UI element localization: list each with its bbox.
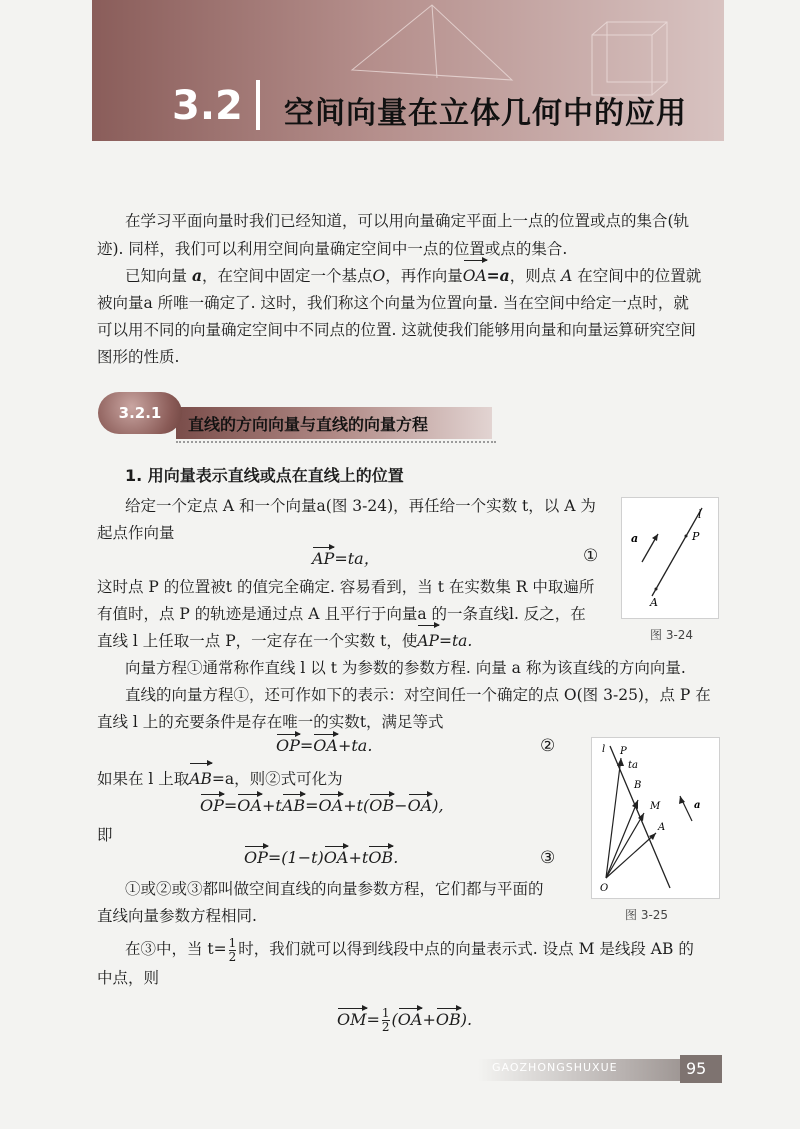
body-line: 直线的向量方程①，还可作如下的表示：对空间任一个确定的点 O(图 3-25)，点 P 在	[125, 686, 711, 704]
svg-text:A: A	[650, 596, 658, 609]
body-line: 向量方程①通常称作直线 l 以 t 为参数的参数方程. 向量 a 称为该直线的方向向量.	[125, 659, 686, 677]
subsection-title: 直线的方向向量与直线的向量方程	[188, 415, 429, 434]
subsection-number: 3.2.1	[98, 392, 182, 434]
svg-text:O: O	[600, 883, 609, 894]
body-line: 直线向量参数方程相同.	[97, 907, 257, 925]
intro-line: 可以用不同的向量确定空间中不同点的位置. 这就使我们能够用向量和向量运算研究空间	[97, 321, 696, 339]
section-title: 空间向量在立体几何中的应用	[284, 96, 687, 131]
figure-caption: 图 3-25	[625, 908, 669, 922]
intro-line: 在学习平面向量时我们已经知道，可以用向量确定平面上一点的位置或点的集合(轨	[125, 212, 690, 230]
body-line: 给定一个定点 A 和一个向量a(图 3-24)，再任给一个实数 t，以 A 为	[125, 497, 596, 515]
section-number: 3.2	[172, 83, 243, 129]
body-line: 在③中，当 t= $\frac{1}{2}$ 时，我们就可以得到线段中点的向量表示式. 设点 M 是线段 AB 的	[125, 935, 694, 964]
svg-text:a: a	[631, 532, 639, 545]
equation-3: OP=(1−t)OA+tOB.	[244, 848, 399, 867]
intro-line: 已知向量 a，在空间中固定一个基点O，再作向量OA=a，则点 A 在空间中的位置就	[125, 262, 701, 290]
body-line: 中点，则	[97, 969, 160, 987]
svg-text:A: A	[658, 822, 666, 833]
vector-OA: OA	[463, 262, 487, 290]
svg-text:B: B	[634, 780, 642, 791]
body-line: 这时点 P 的位置被t 的值完全确定. 容易看到，当 t 在实数集 R 中取遍所	[97, 578, 595, 596]
equation-marker-1: ①	[583, 546, 599, 566]
svg-text:ta: ta	[628, 760, 638, 771]
figure-3-24	[621, 497, 719, 619]
svg-text:l: l	[698, 508, 702, 521]
equation-2: OP=OA+ta.	[276, 736, 373, 755]
part-heading: 1. 用向量表示直线或点在直线上的位置	[125, 466, 404, 485]
subsection-dotted-rule	[176, 441, 496, 443]
svg-text:P: P	[620, 746, 627, 757]
intro-line: 迹). 同样，我们可以利用空间向量确定空间中一点的位置或点的集合.	[97, 240, 568, 258]
svg-text:P: P	[692, 530, 700, 543]
figure-caption: 图 3-24	[650, 628, 694, 642]
svg-text:a: a	[694, 800, 701, 811]
body-line: 起点作向量	[97, 524, 175, 542]
body-line: 如果在 l 上取AB=a，则②式可化为	[97, 765, 343, 793]
svg-text:l: l	[602, 744, 606, 755]
svg-text:M: M	[650, 801, 661, 812]
body-line: 直线 l 上的充要条件是存在唯一的实数t，满足等式	[97, 713, 444, 731]
body-line: ①或②或③都叫做空间直线的向量参数方程，它们都与平面的	[125, 880, 544, 898]
section-divider	[256, 80, 260, 130]
footer-series-label: GAOZHONGSHUXUE	[492, 1061, 618, 1074]
body-line: 直线 l 上任取一点 P，一定存在一个实数 t，使AP=ta.	[97, 627, 472, 655]
equation-midpoint: OM= $\frac{1}{2}$ (OA+OB).	[337, 1006, 473, 1034]
equation-2b: OP=OA+tAB=OA+t(OB−OA),	[200, 796, 444, 815]
equation-marker-2: ②	[540, 736, 556, 756]
figure-3-25	[591, 737, 720, 899]
equation-1: AP=ta，	[312, 549, 380, 568]
body-line: 即	[97, 826, 113, 844]
body-line: 有值时，点 P 的轨迹是通过点 A 且平行于向量a 的一条直线l. 反之，在	[97, 605, 586, 623]
intro-line: 被向量a 所唯一确定了. 这时，我们称这个向量为位置向量. 当在空间中给定一点时，就	[97, 294, 689, 312]
page-number: 95	[686, 1059, 707, 1078]
equation-marker-3: ③	[540, 848, 556, 868]
intro-line: 图形的性质.	[97, 348, 180, 366]
